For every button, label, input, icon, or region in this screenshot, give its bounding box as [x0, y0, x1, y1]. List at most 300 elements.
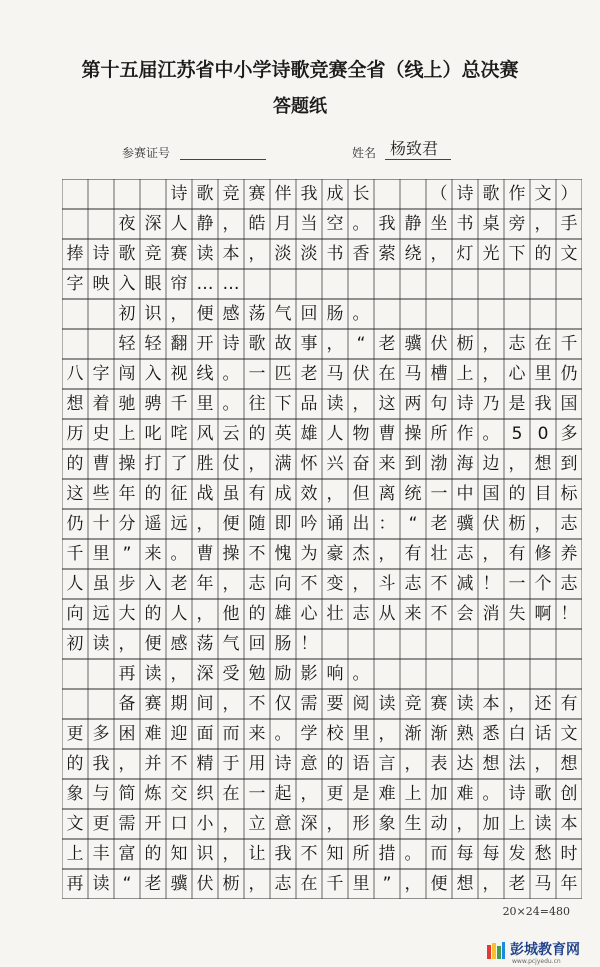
grid-character: 。	[482, 424, 500, 444]
grid-character: 创	[560, 784, 578, 804]
grid-character: ，	[352, 574, 370, 594]
grid-character: 我	[300, 184, 318, 204]
grid-character: ，	[456, 814, 474, 834]
grid-character: 英	[274, 424, 292, 444]
grid-character: 成	[326, 184, 344, 204]
essay-grid	[62, 179, 582, 899]
grid-character: 书	[456, 214, 474, 234]
grid-character: 达	[456, 754, 474, 774]
grid-character: 话	[534, 724, 552, 744]
grid-character: 统	[404, 484, 422, 504]
grid-character: 会	[456, 604, 474, 624]
grid-character: 便	[144, 634, 162, 654]
grid-character: 怀	[300, 454, 318, 474]
grid-character: 再	[66, 874, 84, 894]
grid-character: 文	[560, 244, 578, 264]
grid-character: 仍	[560, 364, 578, 384]
grid-character: 有	[404, 544, 422, 564]
grid-character: ，	[482, 544, 500, 564]
grid-character: ，	[534, 214, 552, 234]
grid-character: 故	[274, 334, 292, 354]
grid-character: 难	[144, 724, 162, 744]
grid-character: ，	[196, 604, 214, 624]
grid-character: 里	[352, 724, 370, 744]
grid-character: ，	[118, 634, 136, 654]
grid-character: 入	[118, 274, 136, 294]
grid-character: ，	[534, 514, 552, 534]
grid-character: 。	[352, 304, 370, 324]
grid-character: 马	[326, 364, 344, 384]
grid-character: 志	[404, 574, 422, 594]
grid-character: 诗	[222, 334, 240, 354]
grid-character: ，	[482, 874, 500, 894]
grid-character: 是	[508, 394, 526, 414]
grid-character: 生	[404, 814, 422, 834]
grid-character: 人	[326, 424, 344, 444]
grid-character: ，	[170, 664, 188, 684]
grid-character: 开	[196, 334, 214, 354]
grid-character: 识	[196, 844, 214, 864]
grid-character: 初	[118, 304, 136, 324]
grid-character: …	[196, 274, 214, 294]
grid-character: 坐	[430, 214, 448, 234]
grid-character: 分	[118, 514, 136, 534]
grid-character: 受	[222, 664, 240, 684]
grid-character: 映	[92, 274, 110, 294]
grid-character: 吟	[300, 514, 318, 534]
grid-character: 。	[352, 214, 370, 234]
grid-character: 渐	[404, 724, 422, 744]
grid-character: 赛	[144, 694, 162, 714]
grid-character: 着	[92, 394, 110, 414]
grid-character: 的	[144, 844, 162, 864]
grid-character: 胜	[196, 454, 214, 474]
grid-character: 想	[66, 394, 84, 414]
grid-character: 的	[144, 604, 162, 624]
grid-character: 发	[508, 844, 526, 864]
grid-character: 开	[144, 814, 162, 834]
grid-character: 事	[300, 334, 318, 354]
grid-character: 驰	[118, 394, 136, 414]
grid-character: 槽	[430, 364, 448, 384]
grid-character: 感	[170, 634, 188, 654]
grid-character: 马	[404, 364, 422, 384]
grid-character: ！	[482, 574, 500, 594]
grid-character: 灯	[456, 244, 474, 264]
grid-character: 志	[456, 544, 474, 564]
grid-character: 皓	[248, 214, 266, 234]
grid-character: 两	[404, 394, 422, 414]
grid-character: 难	[378, 784, 396, 804]
grid-character: 心	[300, 604, 318, 624]
grid-character: 响	[326, 664, 344, 684]
grid-character: 千	[66, 544, 84, 564]
grid-character: 荡	[196, 634, 214, 654]
grid-character: 向	[66, 604, 84, 624]
grid-character: ！	[300, 634, 318, 654]
grid-character: 边	[482, 454, 500, 474]
grid-character: 读	[456, 694, 474, 714]
grid-character: 诗	[456, 184, 474, 204]
grid-character: ，	[170, 304, 188, 324]
grid-character: ，	[508, 694, 526, 714]
grid-character: 年	[196, 574, 214, 594]
grid-character: 读	[326, 394, 344, 414]
grid-character: 言	[378, 754, 396, 774]
grid-character: 立	[248, 814, 266, 834]
grid-character: 志	[248, 574, 266, 594]
grid-character: 马	[534, 874, 552, 894]
grid-character: 即	[274, 514, 292, 534]
grid-character: 学	[300, 724, 318, 744]
grid-character: 修	[534, 544, 552, 564]
grid-character: 有	[508, 544, 526, 564]
grid-character: 有	[248, 484, 266, 504]
grid-character: 迎	[170, 724, 188, 744]
book-logo-icon	[486, 940, 506, 960]
grid-character: 并	[144, 754, 162, 774]
grid-character: （	[430, 184, 448, 204]
grid-character: 步	[118, 574, 136, 594]
name-blank-line	[385, 159, 451, 160]
grid-character: 打	[144, 454, 162, 474]
grid-character: 伏	[430, 334, 448, 354]
grid-character: 志	[560, 514, 578, 534]
grid-character: 骥	[456, 514, 474, 534]
grid-character: 空	[326, 214, 344, 234]
grid-character: 富	[118, 844, 136, 864]
grid-character: 来	[378, 454, 396, 474]
grid-character: 历	[66, 424, 84, 444]
grid-character: 回	[248, 634, 266, 654]
grid-character: 上	[456, 364, 474, 384]
grid-character: 备	[118, 694, 136, 714]
grid-character: 奋	[352, 454, 370, 474]
grid-character: 成	[274, 484, 292, 504]
grid-character: 白	[508, 724, 526, 744]
grid-character: ”	[122, 544, 132, 564]
grid-character: 文	[66, 814, 84, 834]
grid-character: 老	[144, 874, 162, 894]
grid-character: 初	[66, 634, 84, 654]
grid-character: ，	[378, 724, 396, 744]
grid-character: 句	[430, 394, 448, 414]
grid-character: 一	[248, 784, 266, 804]
grid-character: 骥	[404, 334, 422, 354]
grid-character: 上	[508, 814, 526, 834]
grid-character: 光	[482, 244, 500, 264]
grid-character: 更	[66, 724, 84, 744]
grid-character: 品	[300, 394, 318, 414]
grid-character: 人	[170, 214, 188, 234]
grid-character: 操	[222, 544, 240, 564]
grid-character: 这	[378, 394, 396, 414]
grid-character: 读	[144, 664, 162, 684]
grid-character: 曹	[378, 424, 396, 444]
grid-character: 。	[274, 724, 292, 744]
grid-character: 多	[92, 724, 110, 744]
grid-character: 咤	[170, 424, 188, 444]
grid-character: 更	[326, 784, 344, 804]
grid-character: 视	[170, 364, 188, 384]
grid-character: 读	[92, 634, 110, 654]
grid-character: 竞	[404, 694, 422, 714]
grid-character: 感	[222, 304, 240, 324]
grid-character: 是	[352, 784, 370, 804]
grid-character: 深	[196, 664, 214, 684]
grid-character: ，	[404, 874, 422, 894]
grid-character: ，	[482, 364, 500, 384]
grid-character: 海	[456, 454, 474, 474]
grid-character: 减	[456, 574, 474, 594]
grid-character: 我	[378, 214, 396, 234]
grid-character: “	[356, 334, 366, 354]
grid-character: 来	[144, 544, 162, 564]
grid-character: 向	[274, 574, 292, 594]
grid-character: 入	[144, 364, 162, 384]
grid-character: 要	[326, 694, 344, 714]
grid-character: 征	[170, 484, 188, 504]
grid-character: 我	[534, 394, 552, 414]
grid-character: 里	[352, 874, 370, 894]
grid-character: 到	[560, 454, 578, 474]
grid-character: 读	[92, 874, 110, 894]
grid-character: 轻	[118, 334, 136, 354]
grid-character: 作	[508, 184, 526, 204]
grid-character: 的	[326, 754, 344, 774]
grid-character: 期	[170, 694, 188, 714]
grid-character: 这	[66, 484, 84, 504]
grid-character: 养	[560, 544, 578, 564]
grid-character: 仗	[222, 454, 240, 474]
grid-character: 手	[560, 214, 578, 234]
grid-character: 更	[92, 814, 110, 834]
grid-character: 0	[537, 424, 549, 444]
grid-character: 心	[508, 364, 526, 384]
grid-character: ，	[378, 544, 396, 564]
grid-character: 操	[118, 454, 136, 474]
grid-character: …	[222, 274, 240, 294]
grid-character: 。	[170, 544, 188, 564]
grid-character: 愁	[534, 844, 552, 864]
grid-character: 壮	[430, 544, 448, 564]
grid-character: 在	[378, 364, 396, 384]
grid-character: 赛	[430, 694, 448, 714]
grid-character: 熟	[456, 724, 474, 744]
grid-character: 难	[456, 784, 474, 804]
grid-character: 还	[534, 694, 552, 714]
grid-character: 诗	[274, 754, 292, 774]
grid-character: 多	[560, 424, 578, 444]
grid-character: 志	[274, 874, 292, 894]
grid-character: 勉	[248, 664, 266, 684]
grid-character: 加	[482, 814, 500, 834]
grid-character: 字	[66, 274, 84, 294]
grid-character: 淡	[274, 244, 292, 264]
grid-character: ，	[326, 484, 344, 504]
grid-character: 志	[508, 334, 526, 354]
grid-character: 炼	[144, 784, 162, 804]
grid-character: ，	[248, 454, 266, 474]
grid-character: 里	[534, 364, 552, 384]
grid-count: 20×24=480	[502, 905, 570, 918]
grid-character: 歌	[534, 784, 552, 804]
grid-character: 为	[300, 544, 318, 564]
grid-character: 气	[274, 304, 292, 324]
grid-character: 效	[300, 484, 318, 504]
grid-character: 国	[560, 394, 578, 414]
grid-character: 仅	[274, 694, 292, 714]
grid-character: ：	[378, 514, 396, 534]
grid-character: 八	[66, 364, 84, 384]
grid-character: 形	[352, 814, 370, 834]
grid-character: ，	[222, 844, 240, 864]
grid-character: 风	[196, 424, 214, 444]
grid-character: 伏	[352, 364, 370, 384]
grid-character: 仍	[66, 514, 84, 534]
grid-character: 当	[300, 214, 318, 234]
grid-character: ，	[482, 334, 500, 354]
grid-character: 骋	[144, 394, 162, 414]
grid-character: 目	[534, 484, 552, 504]
name-label: 姓名	[352, 146, 377, 160]
grid-character: 雄	[274, 604, 292, 624]
grid-character: 里	[196, 394, 214, 414]
grid-character: ，	[300, 784, 318, 804]
grid-character: 深	[300, 814, 318, 834]
grid-character: 在	[534, 334, 552, 354]
grid-character: 歌	[196, 184, 214, 204]
grid-character: 伏	[482, 514, 500, 534]
grid-character: 我	[92, 754, 110, 774]
grid-character: 动	[430, 814, 448, 834]
grid-character: 萦	[378, 244, 396, 264]
grid-character: 国	[482, 484, 500, 504]
grid-character: 想	[456, 874, 474, 894]
grid-character: 励	[274, 664, 292, 684]
grid-character: ！	[560, 604, 578, 624]
grid-character: 的	[66, 454, 84, 474]
grid-character: 轻	[144, 334, 162, 354]
grid-character: 诗	[92, 244, 110, 264]
grid-character: 。	[404, 844, 422, 864]
grid-character: 面	[196, 724, 214, 744]
grid-character: ，	[352, 394, 370, 414]
grid-character: ，	[508, 454, 526, 474]
grid-character: 意	[300, 754, 318, 774]
grid-character: 消	[482, 604, 500, 624]
grid-character: 乃	[482, 394, 500, 414]
grid-character: 的	[534, 244, 552, 264]
grid-character: 知	[326, 844, 344, 864]
grid-character: 香	[352, 244, 370, 264]
grid-character: 战	[196, 484, 214, 504]
grid-character: “	[122, 874, 132, 894]
grid-character: 豪	[326, 544, 344, 564]
grid-character: 让	[248, 844, 266, 864]
grid-character: 不	[430, 604, 448, 624]
grid-character: 夜	[118, 214, 136, 234]
grid-character: 人	[66, 574, 84, 594]
grid-character: 个	[534, 574, 552, 594]
grid-character: 口	[170, 814, 188, 834]
grid-character: 到	[404, 454, 422, 474]
grid-character: 歌	[118, 244, 136, 264]
grid-character: 在	[300, 874, 318, 894]
grid-character: 千	[170, 394, 188, 414]
grid-character: 需	[300, 694, 318, 714]
grid-character: 渤	[430, 454, 448, 474]
grid-character: 所	[430, 424, 448, 444]
grid-character: 上	[118, 424, 136, 444]
grid-character: 旁	[508, 214, 526, 234]
page-title: 第十五届江苏省中小学诗歌竞赛全省（线上）总决赛	[81, 59, 519, 81]
grid-character: 长	[352, 184, 370, 204]
grid-character: 的	[248, 604, 266, 624]
grid-character: 来	[404, 604, 422, 624]
grid-character: 一	[508, 574, 526, 594]
grid-character: 上	[66, 844, 84, 864]
grid-character: 淡	[300, 244, 318, 264]
grid-character: 的	[248, 424, 266, 444]
grid-character: 本	[482, 694, 500, 714]
grid-character: 象	[378, 814, 396, 834]
grid-character: 年	[560, 874, 578, 894]
grid-character: ，	[222, 574, 240, 594]
grid-character: 老	[300, 364, 318, 384]
grid-character: 下	[508, 244, 526, 264]
grid-character: 随	[248, 514, 266, 534]
grid-character: ，	[248, 244, 266, 264]
grid-character: 意	[274, 814, 292, 834]
grid-character: 的	[508, 484, 526, 504]
grid-character: 物	[352, 424, 370, 444]
grid-character: 起	[274, 784, 292, 804]
grid-character: 书	[326, 244, 344, 264]
grid-character: 叱	[144, 424, 162, 444]
grid-character: 一	[430, 484, 448, 504]
grid-character: 织	[196, 784, 214, 804]
grid-character: ，	[118, 754, 136, 774]
grid-character: 用	[248, 754, 266, 774]
grid-character: 悉	[482, 724, 500, 744]
grid-character: 骥	[170, 874, 188, 894]
grid-character: 不	[170, 754, 188, 774]
grid-character: 读	[378, 694, 396, 714]
grid-character: 想	[534, 454, 552, 474]
grid-character: 语	[352, 754, 370, 774]
grid-character: 诵	[326, 514, 344, 534]
grid-character: 便	[430, 874, 448, 894]
grid-character: 与	[92, 784, 110, 804]
grid-character: 往	[248, 394, 266, 414]
grid-character: 识	[144, 304, 162, 324]
grid-character: 交	[170, 784, 188, 804]
watermark-text: 彭城教育网	[510, 942, 580, 958]
grid-character: 匹	[274, 364, 292, 384]
grid-character: 我	[274, 844, 292, 864]
grid-character: 远	[92, 604, 110, 624]
grid-character: 所	[352, 844, 370, 864]
grid-character: 诗	[456, 394, 474, 414]
grid-character: 远	[170, 514, 188, 534]
grid-character: 操	[404, 424, 422, 444]
grid-character: 而	[222, 724, 240, 744]
grid-character: 伏	[196, 874, 214, 894]
grid-character: 志	[560, 574, 578, 594]
grid-character: 闯	[118, 364, 136, 384]
grid-character: 虽	[92, 574, 110, 594]
